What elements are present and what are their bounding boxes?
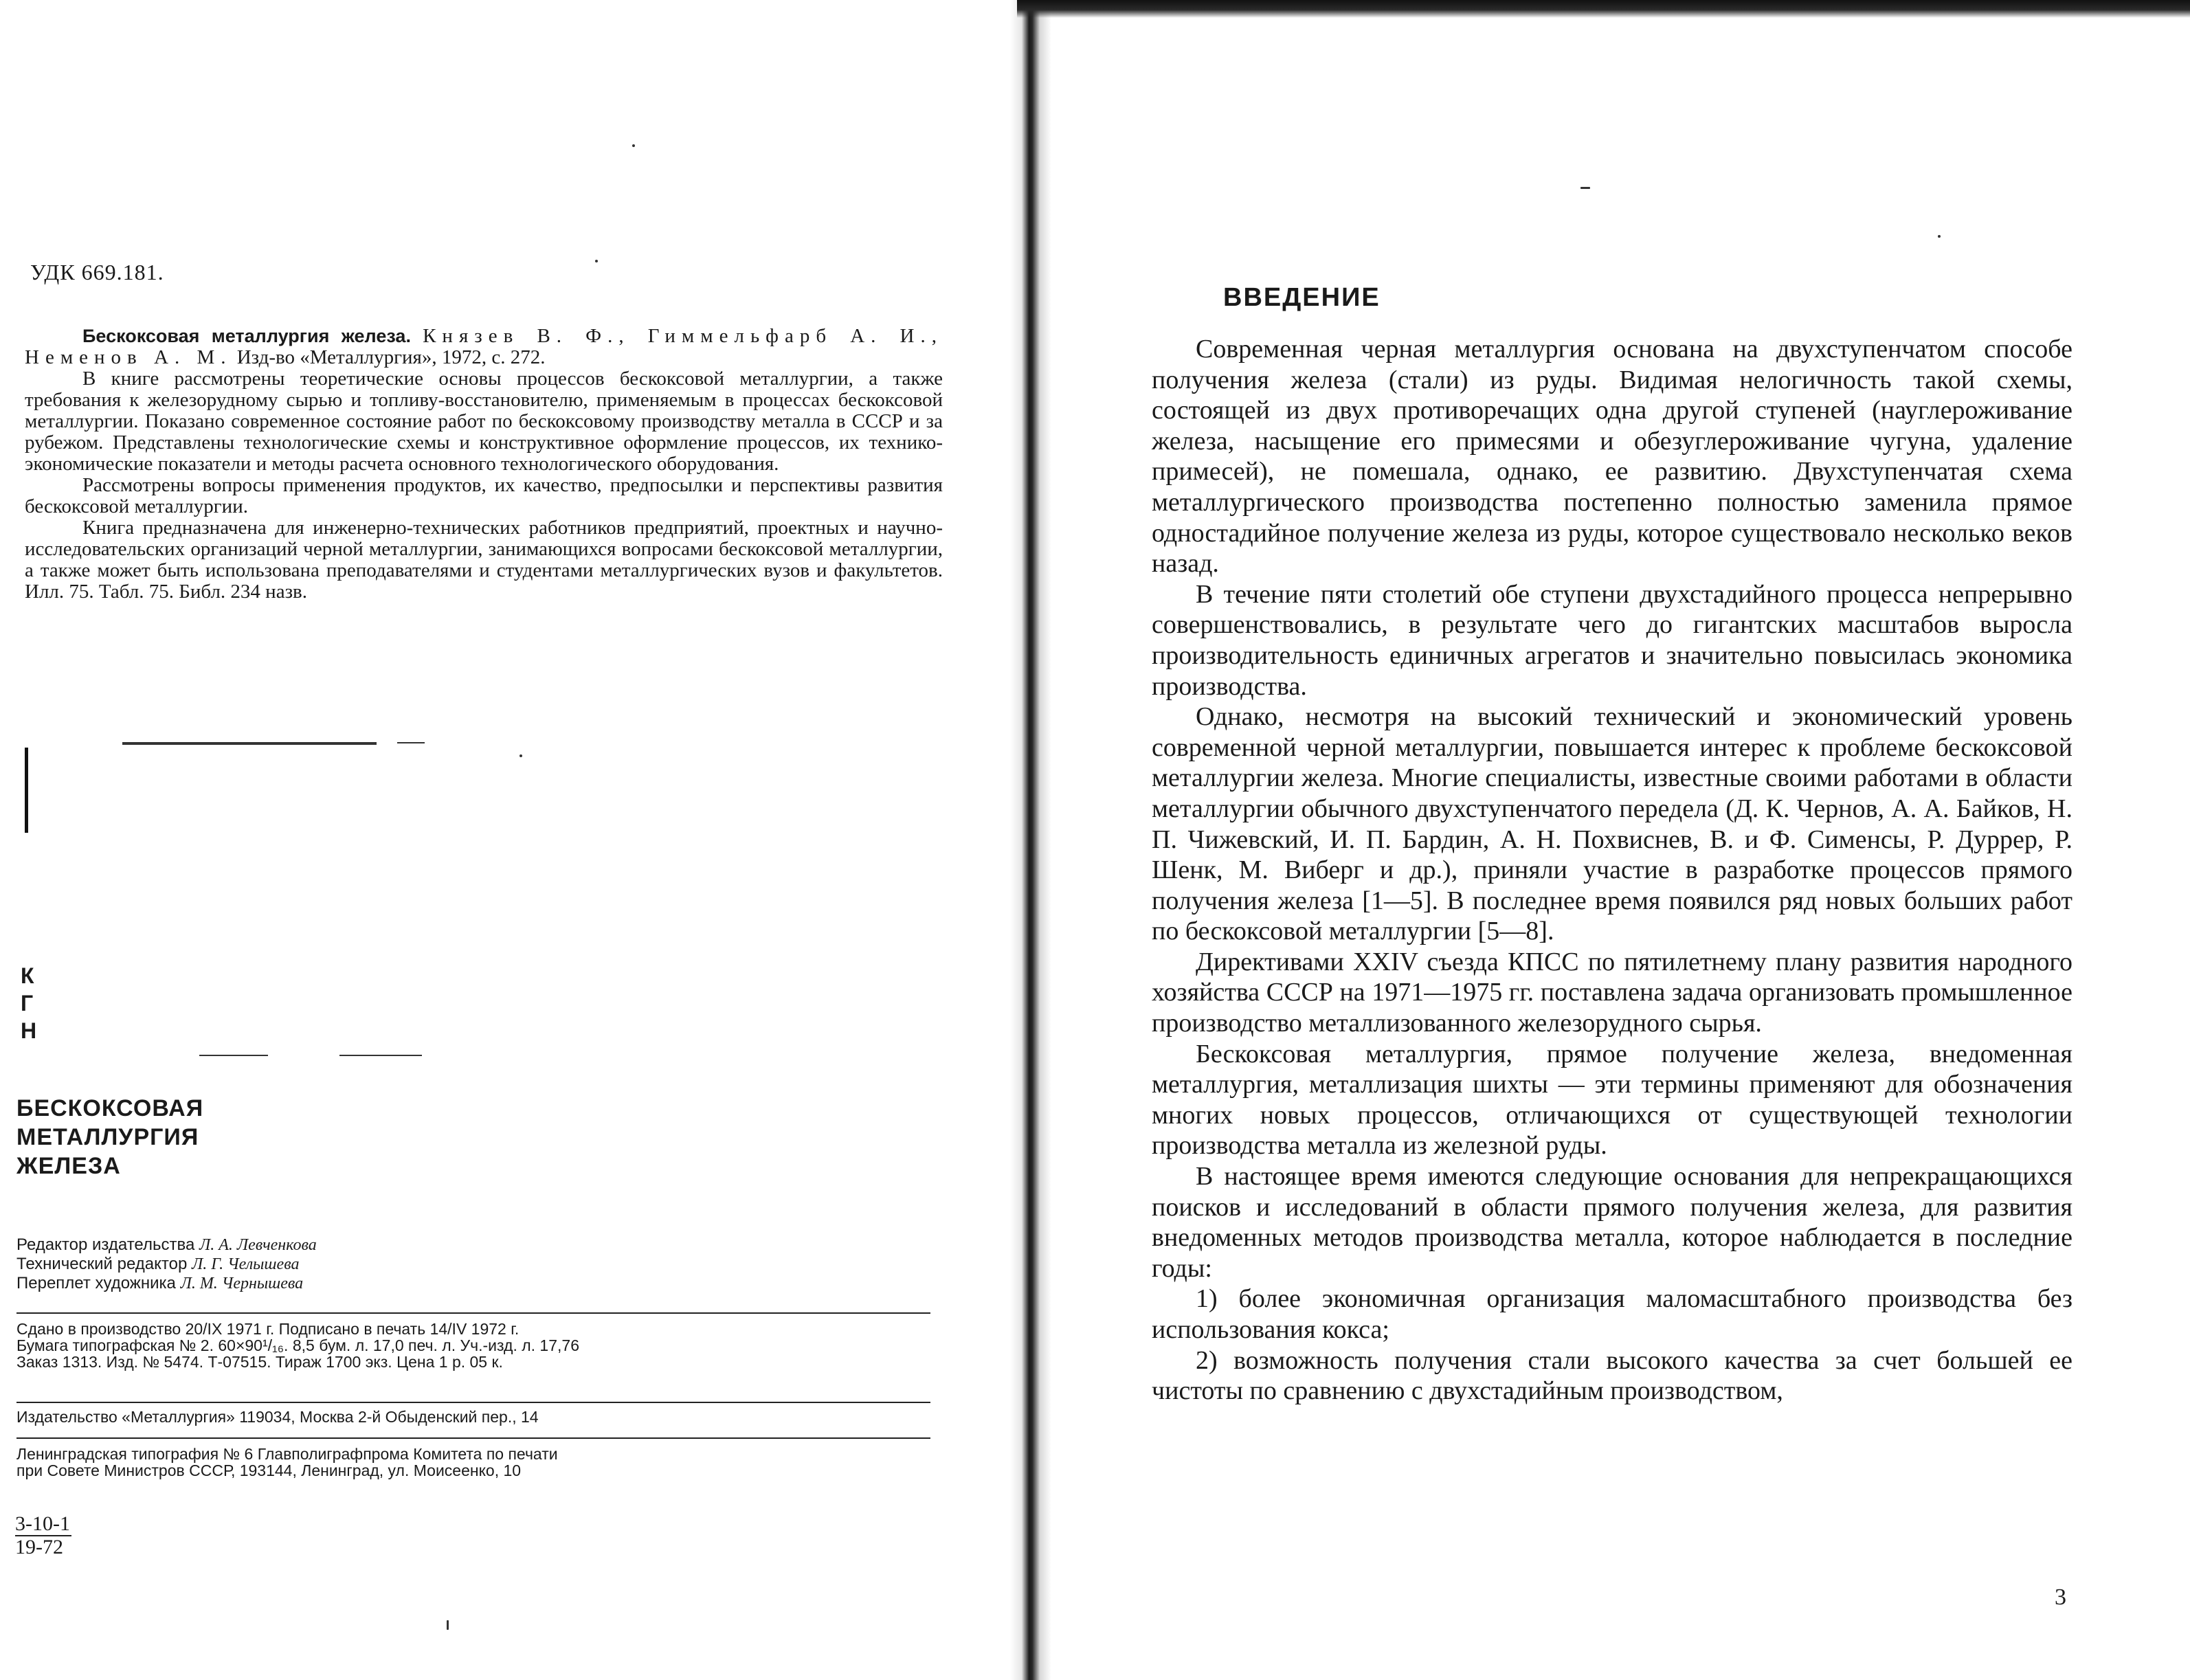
body-paragraph: Современная черная металлургия основана на двухступенчатом способе получения железа (стали) из руды. Видимая нелогичность такой схемы, состоящей из двух противоречащих одна другой ступеней (науглероживание железа, насыщение его примесями и обезуглероживание чугуна, удаление примесей), не помешала, однако, ее развитию. Двухступенчатая схема металлургического производства постепенно полностью заменила прямое одностадийное получение железа из руды, которое существовало несколько веков назад. [1152,335,2072,579]
udk-code: УДК 669.181. [30,260,164,284]
cut-off-letters [21,962,36,1044]
imprint-divider [16,1312,930,1314]
printer-line: Ленинградская типография № 6 Главполиграфпрома Комитета по печати [16,1445,558,1463]
abstract-paragraph-3: Книга предназначена для инженерно-технических работников предприятий, проектных и научно-исследовательских организаций черной металлургии, занимающихся вопросами бескоксовой металлургии, а также может быть использована преподавателями и студентами металлургических вузов и факультетов. Илл. 75. Табл. 75. Библ. 234 назв. [25,517,943,603]
page-number: 3 [2055,1584,2066,1610]
editorial-credits [16,1235,317,1293]
paper-speck [447,1620,449,1630]
credit-role: Технический редактор [16,1255,188,1273]
chapter-heading: ВВЕДЕНИЕ [1223,283,1381,312]
bibliographic-abstract [25,326,943,603]
book-title [16,1094,203,1180]
body-paragraph: В настоящее время имеются следующие основания для непрекращающихся поисков и исследований в области прямого получения железа, для развития внедоменных методов производства металла, которое наблюдается в последние годы: [1152,1162,2072,1283]
index-code [15,1513,71,1558]
paper-speck [595,260,598,262]
book-title-line: БЕСКОКСОВАЯ [16,1095,204,1121]
body-paragraph: Однако, несмотря на высокий технический и экономический уровень современной черной металлургии, повышается интерес к проблеме бескоксовой металлургии железа. Многие специалисты, известные своими работами в области металлургии обычного двухступенчатого передела (Д. К. Чернов, А. А. Байков, Н. П. Чижевский, И. П. Бардин, А. Н. Похвиснев, В. и Ф. Сименсы, Р. Дуррер, Р. Шенк, М. Виберг и др.), приняли участие в разработке процессов прямого получения железа [1—5]. В последнее время появился ряд новых больших работ по бескоксовой металлургии [5—8]. [1152,702,2072,946]
index-code-top: 3-10-1 [15,1512,70,1535]
cut-letter: К [21,963,34,988]
credit-line [16,1255,317,1274]
abstract-title: Бескоксовая металлургия железа. [82,326,411,346]
cut-letter: Г [21,991,34,1016]
torn-rule [339,1055,422,1056]
printer-info [16,1446,558,1479]
abstract-paragraph-2: Рассмотрены вопросы применения продуктов, их качество, предпосылки и перспективы развития бескоксовой металлургии. [25,474,943,517]
paper-speck [632,144,635,147]
left-page [0,0,1010,1680]
torn-rule [122,742,377,745]
publisher-address: Издательство «Металлургия» 119034, Москва 2-й Обыденский пер., 14 [16,1408,539,1426]
torn-rule [199,1055,268,1056]
credit-line [16,1274,317,1293]
credit-line [16,1235,317,1255]
paper-speck [519,754,522,757]
abstract-paragraph-1: В книге рассмотрены теоретические основы процессов бескоксовой металлургии, а также требования к железорудному сырью и топливу-восстановителю, применяемым в процессах бескоксовой металлургии. Показано современное состояние работ по бескоксовому производству металла в СССР и за рубежом. Представлены технологические схемы и конструктивное оформление процессов, их технико-экономические показатели и методы расчета основного технологического оборудования. [25,368,943,475]
credit-role: Переплет художника [16,1274,176,1292]
paper-speck [1580,187,1590,189]
credit-name: Л. А. Левченкова [199,1236,317,1254]
body-paragraph: В течение пяти столетий обе ступени двухстадийного процесса непрерывно совершенствовались, в результате чего до гигантских масштабов выросла производительность единичных агрегатов и значительно повысилась экономика производства. [1152,579,2072,701]
index-code-bottom: 19-72 [15,1535,71,1558]
cut-edge-bar [25,748,28,833]
imprint-line: Бумага типографская № 2. 60×90¹/₁₆. 8,5 бум. л. 17,0 печ. л. Уч.-изд. л. 17,76 [16,1336,579,1354]
paper-speck [1938,235,1941,238]
book-gutter [1010,0,1051,1680]
body-paragraph: 1) более экономичная организация маломасштабного производства без использования кокса; [1152,1284,2072,1344]
torn-rule [397,742,425,743]
imprint-line: Сдано в производство 20/IX 1971 г. Подписано в печать 14/IV 1972 г. [16,1320,519,1338]
cut-letter: Н [21,1018,37,1043]
credit-name: Л. М. Чернышева [180,1275,304,1292]
body-paragraph: Бескоксовая металлургия, прямое получение железа, внедоменная металлургия, металлизация шихты — эти термины применяют для обозначения многих новых процессов, отличающихся от существующей технологии производства металла из железной руды. [1152,1039,2072,1161]
imprint-line: Заказ 1313. Изд. № 5474. Т-07515. Тираж 1700 экз. Цена 1 р. 05 к. [16,1353,503,1371]
printer-line: при Совете Министров СССР, 193144, Ленинград, ул. Моисеенко, 10 [16,1461,522,1479]
abstract-citation [25,326,943,368]
body-paragraph: 2) возможность получения стали высокого качества за счет большей ее чистоты по сравнению с двухстадийным производством, [1152,1345,2072,1406]
imprint-block [16,1321,579,1370]
body-paragraph: Директивами XXIV съезда КПСС по пятилетнему плану развития народного хозяйства СССР на 1971—1975 гг. поставлена задача организовать промышленное производство металлизованного железорудного сырья. [1152,947,2072,1038]
credit-name: Л. Г. Челышева [192,1255,300,1273]
abstract-publisher: Изд-во «Металлургия», 1972, с. 272. [236,346,546,368]
credit-role: Редактор издательства [16,1235,195,1254]
imprint-divider [16,1402,930,1403]
imprint-divider [16,1437,930,1439]
abstract-authors: Князев В. Ф., Гиммельфарб А. И., Неменов А. М. [25,325,943,368]
book-title-line: МЕТАЛЛУРГИЯ [16,1124,199,1150]
book-title-line: ЖЕЛЕЗА [16,1153,121,1179]
introduction-text [1152,334,2072,1407]
